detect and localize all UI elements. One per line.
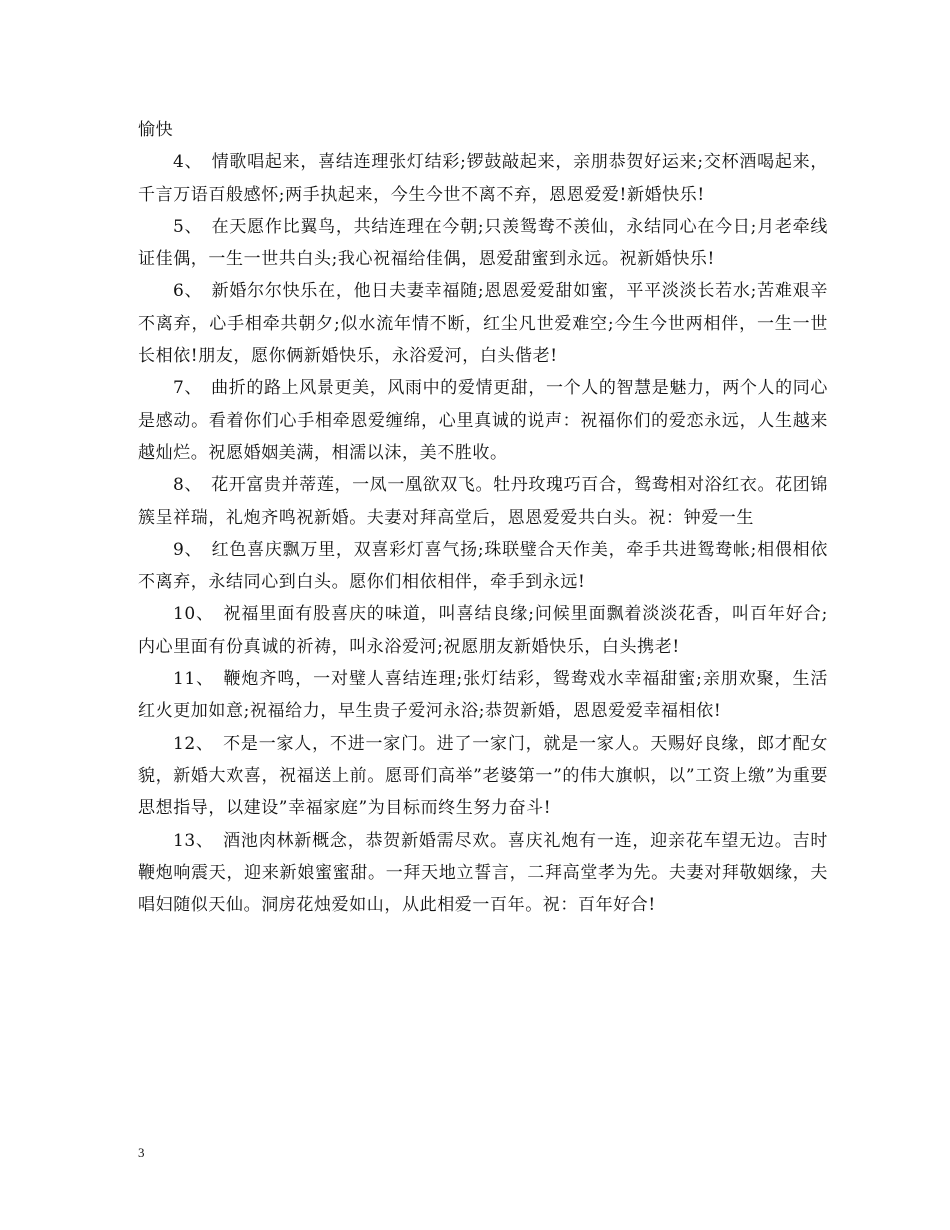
wish-item-6: 6、 新婚尔尔快乐在，他日夫妻幸福随;恩恩爱爱甜如蜜，平平淡淡长若水;苦难艰辛不离弃，心手相牵共朝夕;似水流年情不断，红尘凡世爱难空;今生今世两相伴，一生一世长相依!朋友，愿你俩新婚快乐，永浴爱河，白头偕老!	[138, 281, 828, 367]
wish-item-5: 5、 在天愿作比翼鸟，共结连理在今朝;只羡鸳鸯不羡仙，永结同心在今日;月老牵线证佳偶，一生一世共白头;我心祝福给佳偶，恩爱甜蜜到永远。祝新婚快乐!	[138, 216, 828, 270]
wish-item-13: 13、 酒池肉林新概念，恭贺新婚需尽欢。喜庆礼炮有一连，迎亲花车望无边。吉时鞭炮响震天，迎来新娘蜜蜜甜。一拜天地立誓言，二拜高堂孝为先。夫妻对拜敬姻缘，夫唱妇随似天仙。洞房花烛爱如山，从此相爱一百年。祝：百年好合!	[138, 830, 828, 916]
paragraph-continuation: 愉快	[138, 120, 174, 140]
wish-item-12: 12、 不是一家人，不进一家门。进了一家门，就是一家人。天赐好良缘，郎才配女貌，新婚大欢喜，祝福送上前。愿哥们高举”老婆第一”的伟大旗帜，以”工资上缴”为重要思想指导，以建设”幸福家庭”为目标而终生努力奋斗!	[138, 733, 828, 819]
wish-item-7: 7、 曲折的路上风景更美，风雨中的爱情更甜，一个人的智慧是魅力，两个人的同心是感动。看着你们心手相牵恩爱缠绵，心里真诚的说声：祝福你们的爱恋永远，人生越来越灿烂。祝愿婚姻美满，相濡以沫，美不胜收。	[138, 378, 828, 463]
page-number: 3	[138, 1145, 145, 1160]
wish-item-9: 9、 红色喜庆飘万里，双喜彩灯喜气扬;珠联璧合天作美，牵手共进鸳鸯帐;相偎相依不离弃，永结同心到白头。愿你们相依相伴，牵手到永远!	[138, 539, 828, 593]
wish-item-4: 4、 情歌唱起来，喜结连理张灯结彩;锣鼓敲起来，亲朋恭贺好运来;交杯酒喝起来，千言万语百般感怀;两手执起来，今生今世不离不弃，恩恩爱爱!新婚快乐!	[138, 152, 828, 205]
wish-item-11: 11、 鞭炮齐鸣，一对璧人喜结连理;张灯结彩，鸳鸯戏水幸福甜蜜;亲朋欢聚，生活红火更加如意;祝福给力，早生贵子爱河永浴;恭贺新婚，恩恩爱爱幸福相依!	[138, 669, 828, 722]
wish-item-10: 10、 祝福里面有股喜庆的味道，叫喜结良缘;问候里面飘着淡淡花香，叫百年好合;内心里面有份真诚的祈祷，叫永浴爱河;祝愿朋友新婚快乐，白头携老!	[138, 604, 828, 657]
document-body	[138, 114, 828, 921]
wish-item-8: 8、 花开富贵并蒂莲，一凤一凰欲双飞。牡丹玫瑰巧百合，鸳鸯相对浴红衣。花团锦簇呈祥瑞，礼炮齐鸣祝新婚。夫妻对拜高堂后，恩恩爱爱共白头。祝：钟爱一生	[138, 475, 828, 528]
